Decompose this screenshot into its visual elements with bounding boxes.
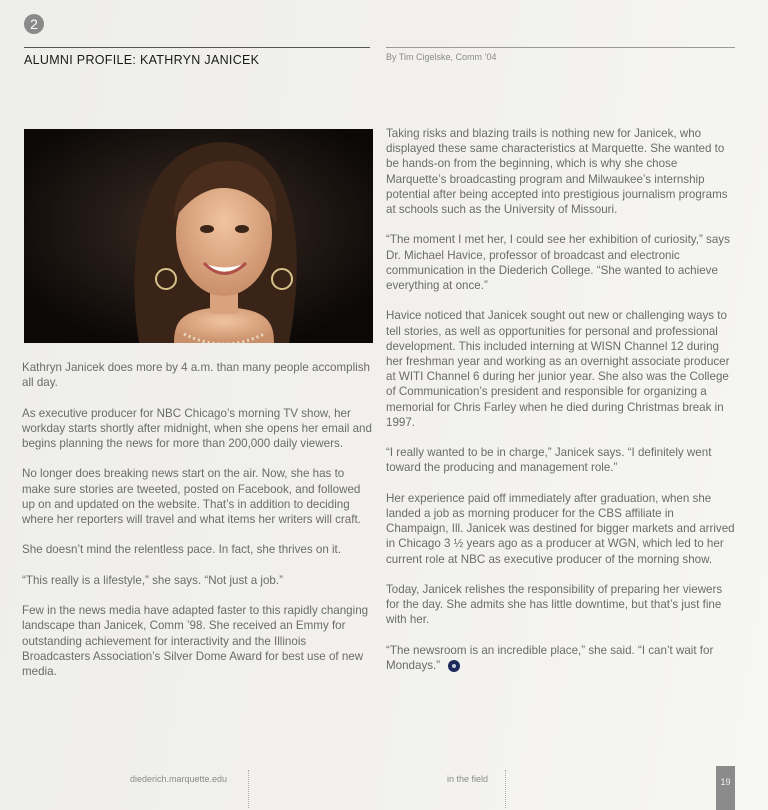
page-number-tab: 19 <box>716 766 735 810</box>
closing-quote: “The newsroom is an incredible place,” she said. “I can’t wait for Mondays.” <box>386 643 714 673</box>
footer-divider <box>248 770 249 808</box>
header-rule-left <box>24 47 370 48</box>
article-column-right <box>386 126 736 688</box>
footer-divider <box>505 770 506 808</box>
footer-section-label: in the field <box>447 774 489 784</box>
byline: By Tim Cigelske, Comm ’04 <box>386 52 497 62</box>
paragraph: Her experience paid off immediately after graduation, when she landed a job as morning producer for the CBS affiliate in Champaign, Ill. Janicek was destined for bigger markets and arrived in Chicago 3 ½ years ago as a producer at WGN, which led to her current role at NBC as executive producer of the morning show. <box>386 491 735 566</box>
paragraph: Kathryn Janicek does more by 4 a.m. than many people accomplish all day. <box>22 361 370 390</box>
section-title <box>24 53 259 67</box>
portrait-photo <box>24 129 373 343</box>
article-column-left <box>22 360 372 694</box>
profile-name: KATHRYN JANICEK <box>139 53 260 67</box>
footer-url-link[interactable]: diederich.marquette.edu <box>130 774 228 784</box>
section-label: ALUMNI PROFILE: <box>24 53 137 67</box>
paragraph: She doesn’t mind the relentless pace. In fact, she thrives on it. <box>22 543 342 557</box>
portrait-illustration <box>24 129 373 343</box>
end-of-story-icon <box>448 660 460 672</box>
paragraph: Few in the news media have adapted faster to this rapidly changing landscape than Janicek, Comm ’98. She received an Emmy for outstanding achievement for interactivity and the Illinois Broadcasters Association’s Silver Dome Award for best use of new media. <box>22 604 369 678</box>
paragraph: As executive producer for NBC Chicago’s morning TV show, her workday starts shortly after midnight, when she opens her email and begins planning the news for more than 200,000 daily viewers. <box>22 406 372 450</box>
paragraph: “This really is a lifestyle,” she says. “Not just a job.” <box>22 573 283 587</box>
paragraph: “I really wanted to be in charge,” Janicek says. “I definitely went toward the producing and management role.” <box>386 446 712 475</box>
closing-paragraph <box>386 643 736 673</box>
paragraph: Today, Janicek relishes the responsibility of preparing her viewers for the day. She admits she has little downtime, but that’s just fine with her. <box>386 583 723 627</box>
paragraph: No longer does breaking news start on the air. Now, she has to make sure stories are tweeted, posted on Facebook, and followed up on and updated on the website. That’s in addition to deciding where her reporters will travel and what items her writers will craft. <box>22 467 361 526</box>
paragraph: Havice noticed that Janicek sought out new or challenging ways to tell stories, as well as opportunities for personal and professional development. This included interning at WISN Channel 12 during her freshman year and working as an overnight associate producer at WITI Channel 6 during her junior year. She also was the College of Communication’s president and responsible for organizing a memorial for Chris Farley when he died during Christmas break in 1997. <box>386 309 730 429</box>
chapter-number-badge: 2 <box>24 14 44 34</box>
paragraph: “The moment I met her, I could see her exhibition of curiosity,” says Dr. Michael Havice, professor of broadcast and electronic communication in the Diederich College. “She wanted to achieve everything at once.” <box>386 233 730 293</box>
header-rule-right <box>386 47 735 48</box>
paragraph: Taking risks and blazing trails is nothing new for Janicek, who displayed these same characteristics at Marquette. She wanted to be hands-on from the beginning, which is why she chose Marquette’s broadcasting program and Milwaukee’s internship potential after being accepted into prestigious journalism programs at schools such as the University of Missouri. <box>386 127 728 217</box>
